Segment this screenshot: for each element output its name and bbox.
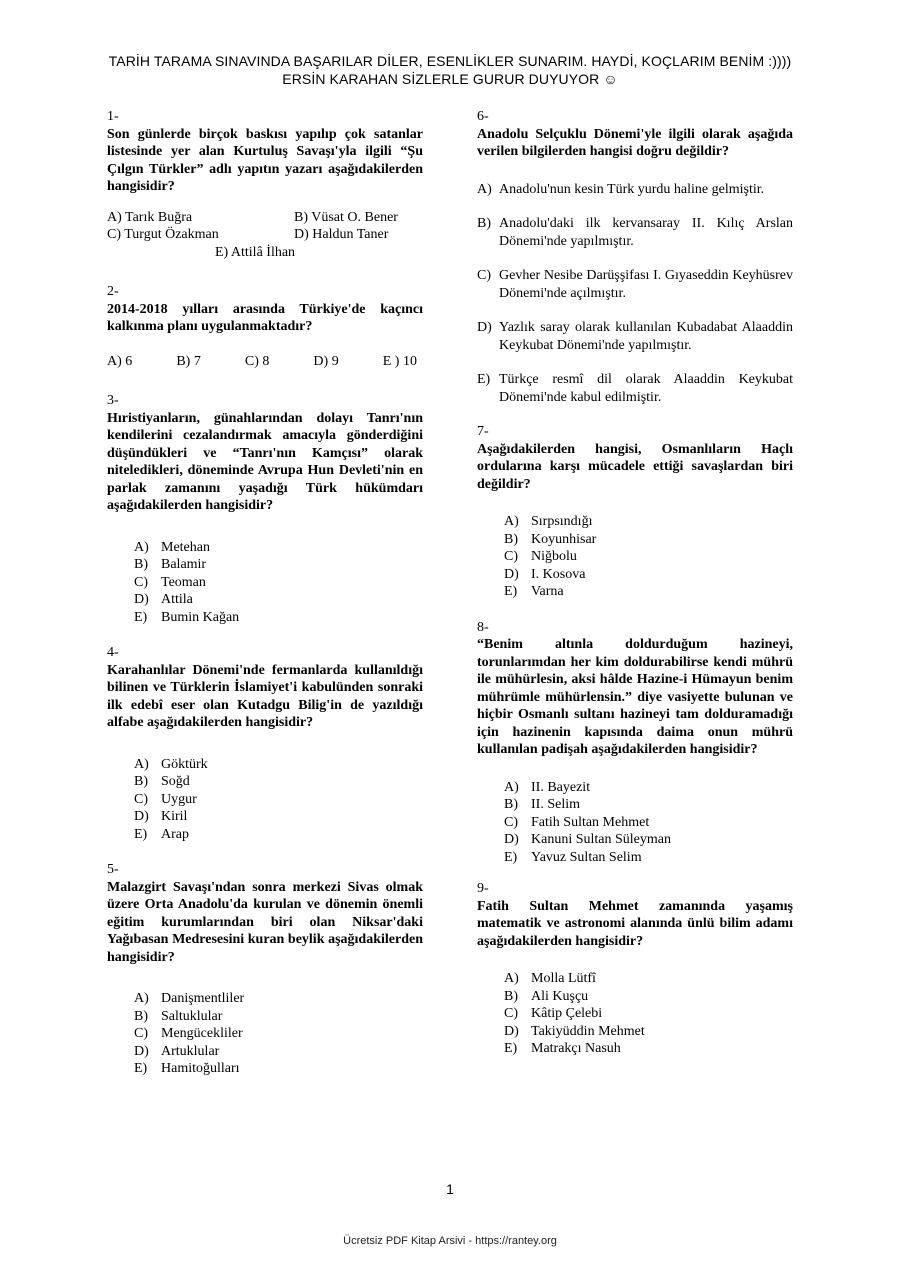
question-number: 6- bbox=[477, 109, 489, 124]
page-header bbox=[60, 52, 840, 88]
option-b[interactable]: B) Soğd bbox=[134, 774, 190, 789]
question-text: Fatih Sultan Mehmet zamanında yaşamış matematik ve astronomi alanında ünlü bilim adamı aşağıdakilerden hangisidir? bbox=[477, 898, 793, 949]
option-a[interactable]: A) Göktürk bbox=[134, 756, 208, 772]
option-a[interactable]: A) Molla Lütfî bbox=[504, 971, 596, 986]
option-e[interactable]: E ) 10 bbox=[382, 353, 417, 369]
header-line-1: TARİH TARAMA SINAVINDA BAŞARILAR DİLER, ESENLİKLER SUNARIM. HAYDİ, KOÇLARIM BENİM :)))) bbox=[108, 53, 792, 69]
option-b[interactable]: B) Balamir bbox=[134, 557, 207, 572]
option-c[interactable]: C) Teoman bbox=[134, 574, 206, 590]
right-column bbox=[477, 108, 793, 1072]
option-b[interactable]: B) Saltuklular bbox=[134, 1008, 223, 1024]
question-text: Anadolu Selçuklu Dönemi'yle ilgili olarak aşağıda verilen bilgilerden hangisi doğru değildir? bbox=[477, 126, 793, 159]
options bbox=[107, 756, 423, 844]
left-column bbox=[107, 108, 423, 1092]
question-8 bbox=[477, 619, 793, 867]
option-d[interactable]: D) Yazlık saray olarak kullanılan Kubadabat Alaaddin Keykubat Dönemi'nde yapılmıştır. bbox=[477, 320, 793, 353]
option-c[interactable]: C) Mengücekliler bbox=[134, 1026, 243, 1041]
option-c[interactable]: C) 8 bbox=[244, 353, 270, 369]
question-5 bbox=[107, 861, 423, 1078]
option-e[interactable]: E) Bumin Kağan bbox=[134, 609, 240, 625]
options bbox=[107, 539, 423, 627]
question-number: 7- bbox=[477, 424, 489, 439]
question-text: Hıristiyanların, günahlarından dolayı Tanrı'nın kendilerini cezalandırmak amacıyla gönderdiğini düşündükleri ve “Tanrı'nın Kamçısı” olarak niteledikleri, döneminde Avrupa Hun Devleti'nin en parlak zamanını yaşadığı Türk hükümdarı aşağıdakilerden hangisidir? bbox=[107, 410, 423, 513]
options bbox=[107, 209, 423, 244]
option-e[interactable]: E) Yavuz Sultan Selim bbox=[504, 849, 642, 865]
question-number: 8- bbox=[477, 619, 489, 635]
option-b[interactable]: B) 7 bbox=[176, 353, 201, 369]
question-number: 3- bbox=[107, 393, 119, 408]
question-3 bbox=[107, 392, 423, 626]
option-e[interactable]: E) Varna bbox=[504, 584, 564, 599]
question-number: 1- bbox=[107, 109, 119, 124]
option-b[interactable]: B) Vüsat O. Bener bbox=[294, 209, 398, 225]
question-number: 5- bbox=[107, 862, 119, 877]
header-line-2: ERSİN KARAHAN SİZLERLE GURUR DUYUYOR ☺ bbox=[282, 71, 618, 87]
options bbox=[477, 970, 793, 1058]
option-d[interactable]: D) Attila bbox=[134, 592, 193, 607]
options bbox=[477, 181, 793, 407]
question-4 bbox=[107, 644, 423, 843]
option-d[interactable]: D) Kiril bbox=[134, 809, 188, 824]
option-e[interactable]: E) Arap bbox=[134, 826, 189, 842]
option-a[interactable]: A) Tarık Buğra bbox=[107, 209, 193, 225]
option-e[interactable]: E) Türkçe resmî dil olarak Alaaddin Keykubat Dönemi'nde kabul edilmiştir. bbox=[477, 372, 793, 405]
options bbox=[477, 513, 793, 601]
option-b[interactable]: B) Koyunhisar bbox=[504, 531, 597, 547]
question-7 bbox=[477, 423, 793, 601]
option-a[interactable]: A) II. Bayezit bbox=[504, 779, 591, 795]
option-d[interactable]: D) Artuklular bbox=[134, 1043, 220, 1059]
question-6 bbox=[477, 108, 793, 406]
options bbox=[477, 779, 793, 867]
page-number: 1 bbox=[446, 1181, 454, 1197]
option-b[interactable]: B) Anadolu'daki ilk kervansaray II. Kılıç Arslan Dönemi'nde yapılmıştır. bbox=[477, 216, 793, 249]
option-c[interactable]: C) Fatih Sultan Mehmet bbox=[504, 814, 650, 830]
option-a[interactable]: A) Danişmentliler bbox=[134, 991, 245, 1006]
question-text: Malazgirt Savaşı'ndan sonra merkezi Sivas olmak üzere Orta Anadolu'da kurulan ve dönemin önemli eğitim kurumlarından biri olan Niksar'daki Yağıbasan Medresesini kuran beylik aşağıdakilerden hangisidir? bbox=[107, 879, 423, 965]
option-c[interactable]: C) Gevher Nesibe Darüşşifası I. Gıyaseddin Keyhüsrev Dönemi'nde açılmıştır. bbox=[477, 268, 793, 301]
option-a[interactable]: A) Metehan bbox=[134, 539, 210, 555]
question-text: Karahanlılar Dönemi'nde fermanlarda kullanıldığı bilinen ve Türklerin İslamiyet'i kabulünden sonraki ilk edebî eser olan Kutadgu Bilig'in de yazıldığı alfabe aşağıdakilerden hangisidir? bbox=[107, 662, 423, 730]
option-d[interactable]: D) 9 bbox=[313, 353, 339, 369]
option-e[interactable]: E) Hamitoğulları bbox=[134, 1061, 240, 1076]
question-number: 9- bbox=[477, 881, 489, 896]
option-c[interactable]: C) Niğbolu bbox=[504, 549, 577, 564]
option-c[interactable]: C) Uygur bbox=[134, 791, 197, 807]
question-text: “Benim altınla doldurduğum hazineyi, torunlarımdan her kim doldurabilirse kendi mührü ile mühürlesin, aksi hâlde Hazine-i Hümayun benim mührümle mühürlensin.” diye vasiyette bulunan ve hiçbir Osmanlı sultanı hazineyi tam dolduramadığı için hazinenin kapısında daima onun mührü kullanılan padişah aşağıdakilerden hangisidir? bbox=[477, 637, 793, 757]
option-c[interactable]: C) Turgut Özakman bbox=[107, 227, 219, 242]
question-text: 2014-2018 yılları arasında Türkiye'de kaçıncı kalkınma planı uygulanmaktadır? bbox=[107, 301, 423, 334]
option-d[interactable]: D) I. Kosova bbox=[504, 566, 586, 582]
option-d[interactable]: D) Takiyüddin Mehmet bbox=[504, 1023, 645, 1039]
option-e[interactable]: E) Matrakçı Nasuh bbox=[504, 1041, 621, 1056]
option-d[interactable]: D) Haldun Taner bbox=[294, 227, 389, 242]
question-text: Aşağıdakilerden hangisi, Osmanlıların Haçlı ordularına karşı mücadele ettiği savaşlardan biri değildir? bbox=[477, 441, 793, 492]
option-b[interactable]: B) II. Selim bbox=[504, 797, 580, 812]
option-b[interactable]: B) Ali Kuşçu bbox=[504, 988, 589, 1004]
question-9 bbox=[477, 880, 793, 1058]
options bbox=[107, 353, 423, 371]
question-number: 2- bbox=[107, 284, 119, 299]
options bbox=[107, 990, 423, 1078]
option-a[interactable]: A) 6 bbox=[107, 353, 133, 369]
question-2 bbox=[107, 283, 423, 370]
option-a[interactable]: A) Sırpsındığı bbox=[504, 514, 593, 529]
option-d[interactable]: D) Kanuni Sultan Süleyman bbox=[504, 832, 671, 847]
page-footer: Ücretsiz PDF Kitap Arsivi - https://rantey.org bbox=[343, 1235, 557, 1247]
question-text: Son günlerde birçok baskısı yapılıp çok satanlar listesinde yer alan Kurtuluş Savaşı'yla ilgili “Şu Çılgın Türkler” adlı yapıtın yazarı aşağıdakilerden hangisidir? bbox=[107, 126, 423, 194]
question-1 bbox=[107, 108, 423, 261]
option-e[interactable]: E) Attilâ İlhan bbox=[214, 244, 296, 260]
option-c[interactable]: C) Kâtip Çelebi bbox=[504, 1006, 603, 1021]
option-a[interactable]: A) Anadolu'nun kesin Türk yurdu haline gelmiştir. bbox=[477, 181, 765, 197]
question-number: 4- bbox=[107, 645, 119, 660]
